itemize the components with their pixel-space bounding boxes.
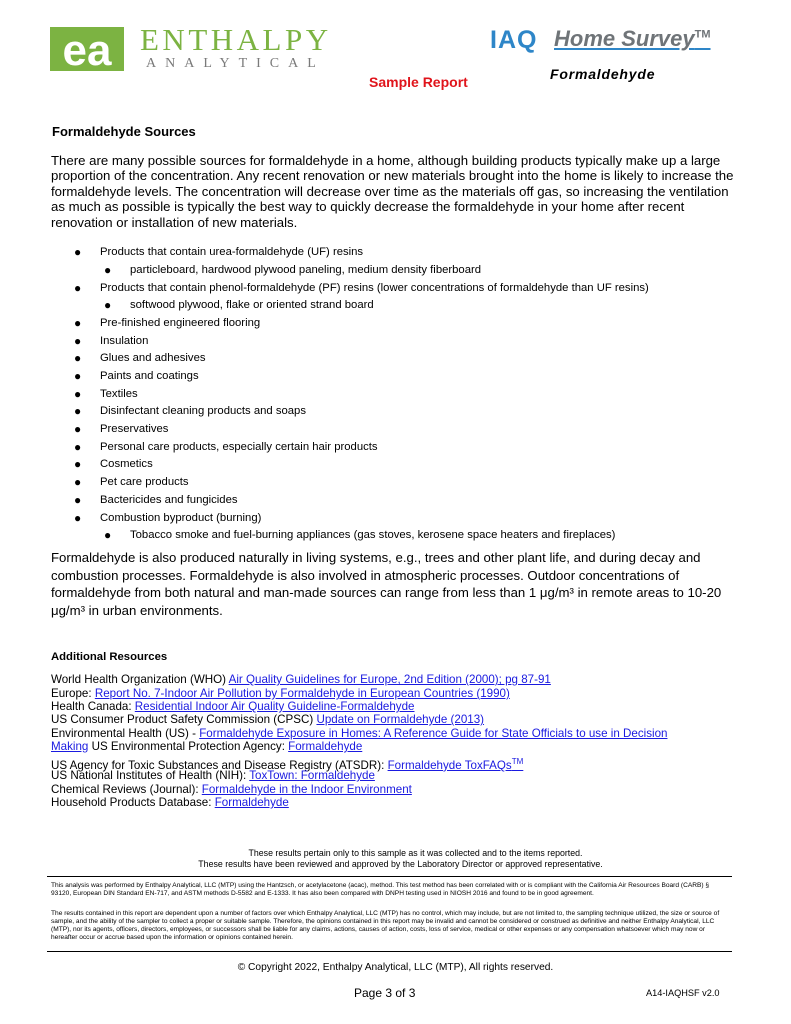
bullet-icon: ● xyxy=(104,298,112,312)
bullet-icon: ● xyxy=(74,404,82,418)
list-item: ● Insulation xyxy=(74,334,149,348)
bullet-icon: ● xyxy=(74,493,82,507)
bullet-icon: ● xyxy=(74,511,82,525)
list-item: ● Pet care products xyxy=(74,475,189,489)
list-item: ● particleboard, hardwood plywood paneling, medium density fiberboard xyxy=(104,263,482,277)
list-item: ● Cosmetics xyxy=(74,457,153,471)
footer-divider xyxy=(47,951,732,952)
bullet-icon: ● xyxy=(74,440,82,454)
list-item: ● Glues and adhesives xyxy=(74,351,206,365)
resource-chem: Chemical Reviews (Journal): Formaldehyde in the Indoor Environment xyxy=(51,783,412,796)
list-item: ● Products that contain phenol-formaldehyde (PF) resins (lower concentrations of formaldehyde than UF resins) xyxy=(74,281,649,295)
product-name: Home Survey™ xyxy=(554,26,711,51)
bullet-icon: ● xyxy=(74,422,82,436)
resource-cpsc: US Consumer Product Safety Commission (CPSC) Update on Formaldehyde (2013) xyxy=(51,713,485,726)
list-item: ● Combustion byproduct (burning) xyxy=(74,511,262,525)
bullet-icon: ● xyxy=(74,475,82,489)
section-heading: Formaldehyde Sources xyxy=(52,124,196,139)
sample-report-label: Sample Report xyxy=(369,74,468,90)
bullet-icon: ● xyxy=(74,281,82,295)
list-item: ● Personal care products, especially certain hair products xyxy=(74,440,378,454)
bullet-icon: ● xyxy=(74,334,82,348)
svg-text:ea: ea xyxy=(62,27,112,71)
resource-who: World Health Organization (WHO) Air Quality Guidelines for Europe, 2nd Edition (2000); pg 87-91 xyxy=(51,673,551,686)
bullet-icon: ● xyxy=(74,457,82,471)
atsdr-toxfaqs-link[interactable]: Formaldehyde ToxFAQs™ xyxy=(387,757,524,772)
liability-disclaimer: The results contained in this report are dependent upon a number of factors over which Enthalpy Analytical, LLC (MTP) has no control, which may include, but are not limited to, the sampling technique utilized, the size or source of sample, and the ability of the sampler to collect a proper or suitable sample. Therefore, the opinions contained in this report may be invalid and cannot be considered or construed as definitive and neither Enthalpy Analytical, LLC (MTP), nor its agents, officers, directors, employees, or successors shall be liable for any claims, actions, causes of action, costs, loss of service, medical or other expenses or any compensation whatsoever which may now or hereafter occur or accrue based upon the information or opinions contained herein. xyxy=(51,910,720,942)
list-item: ● softwood plywood, flake or oriented strand board xyxy=(104,298,374,312)
bullet-icon: ● xyxy=(74,351,82,365)
household-products-link[interactable]: Formaldehyde xyxy=(214,796,289,809)
page-number: Page 3 of 3 xyxy=(354,986,416,1000)
resource-canada: Health Canada: Residential Indoor Air Quality Guideline-Formaldehyde xyxy=(51,700,415,713)
intro-paragraph: There are many possible sources for formaldehyde in a home, although building products typically make up a large proportion of the concentration. Any recent renovation or new materials brought into the home is likely to increase the formaldehyde levels. The concentration will decrease over time as the materials off gas, so increasing the ventilation as much as possible is typically the best way to quickly decrease the formaldehyde in your home after recent renovation or installation of new materials. xyxy=(51,153,734,230)
europe-report-link[interactable]: Report No. 7-Indoor Air Pollution by Formaldehyde in European Countries (1990) xyxy=(94,687,510,700)
closing-paragraph: Formaldehyde is also produced naturally in living systems, e.g., trees and other plant life, and during decay and combustion processes. Formaldehyde is also involved in atmospheric processes. Outdoor concentrations of formaldehyde from both natural and man-made sources can range from less than 1 μg/m³ in remote areas to 10-20 μg/m³ in urban environments. xyxy=(51,550,722,618)
bullet-icon: ● xyxy=(104,263,112,277)
brand-subtitle: ANALYTICAL xyxy=(146,56,325,71)
envhealth-guide-link[interactable]: Formaldehyde Exposure in Homes: A Reference Guide for State Officials to use in Decision xyxy=(199,727,668,740)
resource-epa: Making US Environmental Protection Agency: Formaldehyde xyxy=(51,740,363,753)
envhealth-guide-link-continued[interactable]: Making xyxy=(51,740,89,753)
list-item: ● Tobacco smoke and fuel-burning appliances (gas stoves, kerosene space heaters and fireplaces) xyxy=(104,528,616,542)
report-subject: Formaldehyde xyxy=(550,66,656,82)
form-code: A14-IAQHSF v2.0 xyxy=(646,988,720,998)
bullet-icon: ● xyxy=(74,316,82,330)
resource-europe: Europe: Report No. 7-Indoor Air Pollution by Formaldehyde in European Countries (1990) xyxy=(51,687,510,700)
results-pertain-note: These results pertain only to this sample as it was collected and to the items reported. xyxy=(248,848,583,858)
cpsc-update-link[interactable]: Update on Formaldehyde (2013) xyxy=(316,713,485,726)
copyright-notice: © Copyright 2022, Enthalpy Analytical, LLC (MTP), All rights reserved. xyxy=(237,962,554,973)
list-item: ● Bactericides and fungicides xyxy=(74,493,238,507)
list-item: ● Paints and coatings xyxy=(74,369,199,383)
footer-divider xyxy=(47,876,732,877)
resource-atsdr: US Agency for Toxic Substances and Disease Registry (ATSDR): Formaldehyde ToxFAQs™ xyxy=(51,757,524,772)
resource-nih: US National Institutes of Health (NIH): ToxTown: Formaldehyde xyxy=(51,769,375,782)
list-item: ● Products that contain urea-formaldehyde (UF) resins xyxy=(74,245,364,259)
method-disclaimer: This analysis was performed by Enthalpy Analytical, LLC (MTP) using the Hantzsch, or acetylacetone (acac), method. This test method has been correlated with or is compliant with the California Air Resources Board (CARB) § 93120, European DIN Standard EN-717, and ASTM methods D-5582 and E-1333. It has also been compared with DNPH testing used in NIOSH 2016 and found to be in good agreement. xyxy=(51,882,710,898)
nih-toxtown-link[interactable]: ToxTown: Formaldehyde xyxy=(249,769,375,782)
enthalpy-logo-icon xyxy=(50,27,124,71)
brand-name: ENTHALPY xyxy=(140,22,332,57)
health-canada-link[interactable]: Residential Indoor Air Quality Guideline-Formaldehyde xyxy=(134,700,415,713)
chemical-reviews-link[interactable]: Formaldehyde in the Indoor Environment xyxy=(201,783,412,796)
list-item: ● Preservatives xyxy=(74,422,169,436)
results-approval-note: These results have been reviewed and approved by the Laboratory Director or approved representative. xyxy=(198,859,603,869)
resource-hpd: Household Products Database: Formaldehyde xyxy=(51,796,289,809)
bullet-icon: ● xyxy=(74,387,82,401)
bullet-icon: ● xyxy=(74,245,82,259)
who-guidelines-link[interactable]: Air Quality Guidelines for Europe, 2nd Edition (2000); pg 87-91 xyxy=(228,673,551,686)
list-item: ● Pre-finished engineered flooring xyxy=(74,316,261,330)
bullet-icon: ● xyxy=(74,369,82,383)
list-item: ● Disinfectant cleaning products and soaps xyxy=(74,404,306,418)
epa-formaldehyde-link[interactable]: Formaldehyde xyxy=(288,740,363,753)
resource-envhealth: Environmental Health (US) - Formaldehyde Exposure in Homes: A Reference Guide for State Officials to use in Decision xyxy=(51,727,668,740)
trademark-mark: TM xyxy=(694,28,711,41)
resources-heading: Additional Resources xyxy=(51,651,168,663)
bullet-icon: ● xyxy=(104,528,112,542)
product-prefix: IAQ xyxy=(490,26,538,54)
list-item: ● Textiles xyxy=(74,387,138,401)
